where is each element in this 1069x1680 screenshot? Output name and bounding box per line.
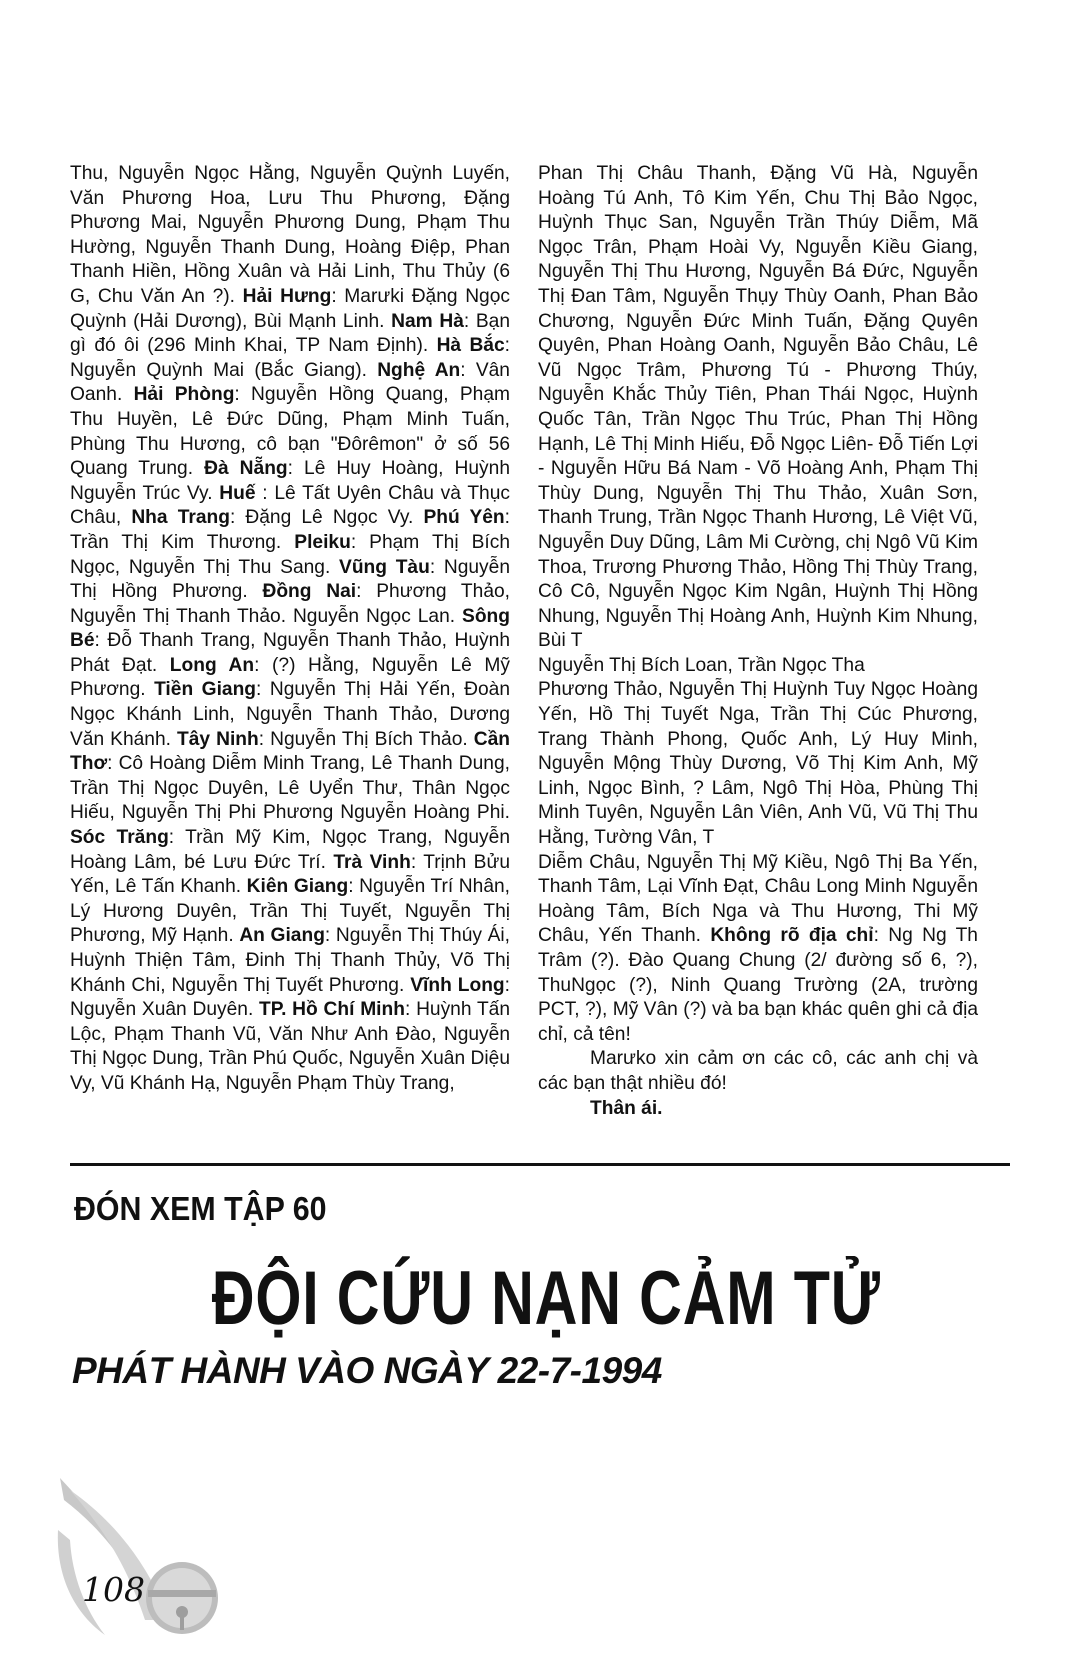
province-label: Huế [219,482,256,504]
reader-list-paragraph: Phương Thảo, Nguyễn Thị Huỳnh Tuy Ngọc Hoàng Yến, Hồ Thị Tuyết Nga, Trần Thị Cúc Phương, Trang Thành Phong, Quốc Anh, Lý Huy Minh, Nguyễn Mộng Thùy Dương, Võ Thị Kim Anh, Mỹ Linh, Ngọc Bình, ? Lâm, Ngô Thị Hòa, Phùng Thị Minh Tuyên, Nguyễn Lân Viên, Anh Vũ, Vũ Thị Thu Hằng, Tường Vân, T [538,679,978,849]
province-label: Sông Bé [70,605,510,652]
section-divider [70,1163,1010,1166]
province-label: Tây Ninh [177,728,259,750]
province-label: Hải Hưng [242,285,332,307]
reader-list-paragraph: Thu, Nguyễn Ngọc Hằng, Nguyễn Quỳnh Luyến, Văn Phương Hoa, Lưu Thu Phương, Đặng Phương Mai, Nguyễn Phương Dung, Phạm Thu Hường, Nguyễn Thanh Dung, Hoàng Điệp, Phan Thanh Hiền, Hồng Xuân và Hải Linh, Thu Thủy (6 G, Chu Văn An ?). Hải Hưng: Marưki Đặng Ngọc Quỳnh (Hải Dương), Bùi Mạnh Linh. Nam Hà: Bạn gì đó ôi (296 Minh Khai, TP Nam Định). Hà Bắc: Nguyễn Quỳnh Mai (Bắc Giang). Nghệ An: Vân Oanh. Hải Phòng: Nguyễn Hồng Quang, Phạm Thu Huyền, Lê Đức Dũng, Phạm Minh Tuấn, Phùng Thu Hương, cô bạn "Đôrêmon" ở số 56 Quang Trung. Đà Nẵng: Lê Huy Hoàng, Huỳnh Nguyễn Trúc Vy. Huế : Lê Tất Uyên Châu và Thục Châu, Nha Trang: Đặng Lê Ngọc Vy. Phú Yên: Trần Thị Kim Thương. Pleiku: Phạm Thị Bích Ngọc, Nguyễn Thị Thu Sang. Vũng Tàu: Nguyễn Thị Hồng Phương. Đồng Nai: Phương Thảo, Nguyễn Thị Thanh Thảo. Nguyễn Ngọc Lan. Sông Bé: Đỗ Thanh Trang, Nguyễn Thanh Thảo, Huỳnh Phát Đạt. Long An: (?) Hằng, Nguyễn Lê Mỹ Phương. Tiền Giang: Nguyễn Thị Hải Yến, Đoàn Ngọc Khánh Linh, Nguyễn Thanh Thảo, Dương Văn Khánh. Tây Ninh: Nguyễn Thị Bích Thảo. Cần Thơ: Cô Hoàng Diễm Minh Trang, Lê Thanh Dung, Trần Thị Ngọc Duyên, Lê Uyển Thư, Thân Ngọc Hiếu, Nguyễn Thị Phi Phương Nguyễn Hoàng Phi. Sóc Trăng: Trần Mỹ Kim, Ngọc Trang, Nguyễn Hoàng Lâm, bé Lưu Đức Trí. Trà Vinh: Trịnh Bửu Yến, Lê Tấn Khanh. Kiên Giang: Nguyễn Trí Nhân, Lý Hương Duyên, Trần Thị Tuyết, Nguyễn Thị Phương, Mỹ Hạnh. An Giang: Nguyễn Thị Thúy Ái, Huỳnh Thiện Tâm, Đinh Thị Thanh Thủy, Võ Thị Khánh Chi, Nguyễn Thị Tuyết Phương. Vĩnh Long: Nguyễn Xuân Duyên. TP. Hồ Chí Minh: Huỳnh Tấn Lộc, Phạm Thanh Vũ, Văn Như Anh Đào, Nguyễn Thị Ngọc Dung, Trần Phú Quốc, Nguyễn Xuân Diệu Vy, Vũ Khánh Hạ, Nguyễn Phạm Thùy Trang, [70,163,511,1094]
province-label: Vũng Tàu [339,556,430,578]
province-label: An Giang [239,925,325,947]
province-label: Kiên Giang [246,876,349,898]
province-label: Nghệ An [377,359,461,381]
thanks-message: Marưko xin cảm ơn các cô, các anh chị và các bạn thật nhiều đó! [538,1048,978,1094]
province-label: Không rõ địa chỉ [710,925,874,947]
sign-off: Thân ái. [590,1097,663,1119]
release-date: PHÁT HÀNH VÀO NGÀY 22-7-1994 [72,1350,662,1391]
doraemon-bell-logo-icon [50,1470,230,1650]
province-label: Cần Thơ [70,728,510,775]
province-label: TP. Hồ Chí Minh [259,999,405,1021]
next-issue-label: ĐÓN XEM TẬP 60 [74,1190,327,1227]
province-label: Nha Trang [131,507,230,529]
province-label: Đồng Nai [262,581,357,603]
province-label: Nam Hà [391,310,464,332]
province-label: Hà Bắc [436,335,505,357]
province-label: Vĩnh Long [410,974,505,996]
page-number: 108 [82,1570,145,1609]
province-label: Pleiku [294,531,351,553]
reader-list-paragraph: Phan Thị Châu Thanh, Đặng Vũ Hà, Nguyễn Hoàng Tú Anh, Tô Kim Yến, Chu Thị Bảo Ngọc, Huỳnh Thục San, Nguyễn Trần Thúy Diễm, Mã Ngọc Trân, Phạm Hoài Vy, Nguyễn Kiều Giang, Nguyễn Thị Thu Hương, Nguyễn Bá Đức, Nguyễn Thị Đan Tâm, Nguyễn Thụy Thùy Oanh, Phan Bảo Chương, Nguyễn Đức Minh Tuấn, Đặng Quyên Quyên, Phan Hoàng Oanh, Nguyễn Bảo Châu, Lê Vũ Ngọc Trâm, Phương Tú - Phương Thúy, Nguyễn Khắc Thủy Tiên, Phan Thái Ngọc, Huỳnh Quốc Tân, Trần Ngọc Thu Trúc, Phan Thị Hồng Hạnh, Lê Thị Minh Hiếu, Đỗ Ngọc Liên- Đỗ Tiến Lợi - Nguyễn Hữu Bá Nam - Võ Hoàng Anh, Phạm Thị Thùy Dung, Nguyễn Thị Thu Thảo, Xuân Sơn, Thanh Trung, Trần Ngọc Thanh Hương, Lê Việt Vũ, Nguyễn Duy Dũng, Lâm Mi Cường, chị Ngô Vũ Kim Thoa, Trương Phương Thảo, Hồng Thị Thùy Trang, Cô Cô, Nguyễn Ngọc Kim Ngân, Huỳnh Thị Hồng Nhung, Nguyễn Thị Hoàng Anh, Huỳnh Kim Nhung, Bùi T [538,163,978,652]
province-label: Sóc Trăng [70,827,169,849]
reader-list-left-column [70,162,510,1097]
reader-list-paragraph: Nguyễn Thị Bích Loan, Trần Ngọc Tha [538,654,865,676]
province-label: Phú Yên [423,507,505,529]
province-label: Đà Nẵng [204,458,288,480]
reader-list-paragraph: Diễm Châu, Nguyễn Thị Mỹ Kiều, Ngô Thị Ba Yến, Thanh Tâm, Lại Vĩnh Đạt, Châu Long Minh Nguyễn Hoàng Tâm, Bích Nga và Thu Hương, Thi Mỹ Châu, Yến Thanh. Không rõ địa chỉ: Ng Ng Th Trâm (?). Đào Quang Chung (2/ đường số 6, ?), ThuNgọc (?), Ninh Quang Trường (2A, trường PCT, ?), Mỹ Vân (?) và ba bạn khác quên ghi cả địa chỉ, cả tên! [538,851,978,1045]
reader-list-right-column [538,162,978,1121]
province-label: Hải Phòng [133,384,235,406]
next-issue-title: ĐỘI CỨU NẠN CẢM TỬ [211,1256,881,1341]
province-label: Trà Vinh [333,851,411,873]
province-label: Tiền Giang [154,679,257,701]
province-label: Long An [169,654,255,676]
